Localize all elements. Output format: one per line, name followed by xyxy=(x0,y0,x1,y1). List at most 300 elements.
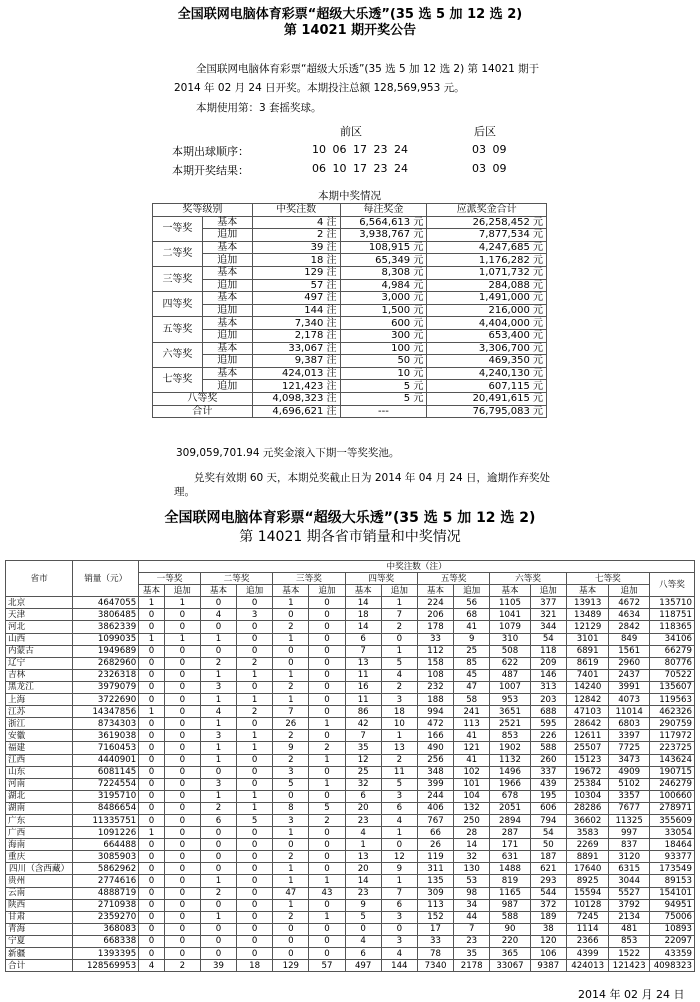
count-cell: 0 xyxy=(164,790,200,802)
count-cell: 1 xyxy=(200,694,236,706)
count-cell: 1902 xyxy=(490,742,530,754)
count-cell: 439 xyxy=(530,778,566,790)
prize-total: 4,247,685 元 xyxy=(427,241,547,254)
count-cell: 144 xyxy=(381,960,417,972)
count-cell: 152 xyxy=(417,911,453,923)
draw-order-back: 03 09 xyxy=(472,143,507,156)
count-cell: 1041 xyxy=(490,609,530,621)
prize-count: 129 注 xyxy=(252,266,340,279)
count-cell: 54 xyxy=(530,827,566,839)
count-cell: 1 xyxy=(164,633,200,645)
count-cell: 399 xyxy=(417,778,453,790)
count-cell: 2 xyxy=(309,742,345,754)
prize-count: 57 注 xyxy=(252,279,340,292)
count-cell: 209 xyxy=(530,657,566,669)
count-cell: 38 xyxy=(530,923,566,935)
count-cell: 118365 xyxy=(649,621,694,633)
count-cell: 113 xyxy=(454,718,490,730)
prize-row xyxy=(153,279,547,292)
prize-row xyxy=(153,254,547,267)
count-cell: 220 xyxy=(490,935,530,947)
prize-amount: 600 元 xyxy=(340,317,427,330)
count-cell: 28286 xyxy=(566,802,609,814)
prize-table xyxy=(152,203,547,418)
count-cell: 0 xyxy=(309,694,345,706)
count-cell: 6803 xyxy=(609,718,649,730)
count-cell: 78 xyxy=(417,948,453,960)
count-cell: 0 xyxy=(200,597,236,609)
count-cell: 1966 xyxy=(490,778,530,790)
count-cell: 0 xyxy=(309,899,345,911)
count-cell: 0 xyxy=(164,948,200,960)
count-cell: 7725 xyxy=(609,742,649,754)
count-cell: 0 xyxy=(139,694,165,706)
prize-row xyxy=(153,329,547,342)
count-cell: 113 xyxy=(417,899,453,911)
count-cell: 1 xyxy=(309,718,345,730)
count-cell: 3 xyxy=(200,681,236,693)
sales-cell: 3862339 xyxy=(73,621,139,633)
table-row xyxy=(6,923,695,935)
count-cell: 2521 xyxy=(490,718,530,730)
count-cell: 424013 xyxy=(566,960,609,972)
count-cell: 2 xyxy=(273,681,309,693)
count-cell: 1 xyxy=(139,827,165,839)
count-cell: 104 xyxy=(454,790,490,802)
prize-table-title: 本期中奖情况 xyxy=(318,190,381,202)
count-cell: 34106 xyxy=(649,633,694,645)
prize-total: 20,491,615 元 xyxy=(427,392,547,405)
count-cell: 190715 xyxy=(649,766,694,778)
count-cell: 9 xyxy=(345,899,381,911)
count-cell: 226 xyxy=(530,730,566,742)
prize-level: 六等奖 xyxy=(153,342,203,367)
province-cell: 天津 xyxy=(6,609,73,621)
count-cell: 32 xyxy=(454,851,490,863)
count-cell: 4 xyxy=(381,948,417,960)
province-cell: 安徽 xyxy=(6,730,73,742)
count-cell: 0 xyxy=(309,706,345,718)
prize-row xyxy=(153,317,547,330)
count-cell: 206 xyxy=(417,609,453,621)
count-cell: 1 xyxy=(345,839,381,851)
prize-amount: 5 元 xyxy=(340,380,427,393)
draw-front-header: 前区 xyxy=(340,125,362,138)
count-cell: 1 xyxy=(237,694,273,706)
count-cell: 23 xyxy=(345,887,381,899)
sales-cell: 8486654 xyxy=(73,802,139,814)
count-cell: 13489 xyxy=(566,609,609,621)
count-cell: 0 xyxy=(309,766,345,778)
count-cell: 3 xyxy=(273,766,309,778)
count-cell: 2960 xyxy=(609,657,649,669)
count-cell: 2 xyxy=(381,681,417,693)
count-cell: 45 xyxy=(454,669,490,681)
count-cell: 17640 xyxy=(566,863,609,875)
count-cell: 3991 xyxy=(609,681,649,693)
province-cell: 河北 xyxy=(6,621,73,633)
provincial-title: 全国联网电脑体育彩票“超级大乐透”(35 选 5 加 12 选 2) xyxy=(164,510,536,526)
count-cell: 1105 xyxy=(490,597,530,609)
sales-cell: 1393395 xyxy=(73,948,139,960)
count-cell: 508 xyxy=(490,645,530,657)
count-cell: 1 xyxy=(273,875,309,887)
count-cell: 0 xyxy=(237,923,273,935)
count-cell: 108 xyxy=(417,669,453,681)
prize-header-amount: 每注奖金 xyxy=(340,204,427,217)
count-cell: 19672 xyxy=(566,766,609,778)
count-cell: 33 xyxy=(417,633,453,645)
count-cell: 25 xyxy=(454,645,490,657)
count-cell: 119 xyxy=(417,851,453,863)
count-cell: 678 xyxy=(490,790,530,802)
count-cell: 8619 xyxy=(566,657,609,669)
count-cell: 7677 xyxy=(609,802,649,814)
count-cell: 4 xyxy=(345,935,381,947)
count-cell: 0 xyxy=(309,681,345,693)
count-cell: 2894 xyxy=(490,814,530,826)
province-cell: 海南 xyxy=(6,839,73,851)
count-cell: 189 xyxy=(530,911,566,923)
count-cell: 0 xyxy=(139,802,165,814)
count-cell: 0 xyxy=(273,839,309,851)
count-cell: 0 xyxy=(164,827,200,839)
count-cell: 1 xyxy=(273,827,309,839)
province-cell: 广东 xyxy=(6,814,73,826)
header-basic: 基本 xyxy=(566,585,609,597)
count-cell: 14240 xyxy=(566,681,609,693)
header-prize-level: 六等奖 xyxy=(490,573,567,585)
table-row xyxy=(6,681,695,693)
prize-type: 基本 xyxy=(202,216,252,229)
count-cell: 2 xyxy=(237,657,273,669)
count-cell: 4 xyxy=(345,827,381,839)
count-cell: 47 xyxy=(454,681,490,693)
count-cell: 12 xyxy=(345,754,381,766)
table-row xyxy=(6,802,695,814)
count-cell: 0 xyxy=(139,681,165,693)
count-cell: 819 xyxy=(490,875,530,887)
count-cell: 143624 xyxy=(649,754,694,766)
table-row xyxy=(6,948,695,960)
count-cell: 18464 xyxy=(649,839,694,851)
count-cell: 406 xyxy=(417,802,453,814)
count-cell: 3101 xyxy=(566,633,609,645)
header-extra: 追加 xyxy=(237,585,273,597)
count-cell: 3473 xyxy=(609,754,649,766)
count-cell: 0 xyxy=(139,766,165,778)
count-cell: 0 xyxy=(164,645,200,657)
prize-total: 284,088 元 xyxy=(427,279,547,292)
count-cell: 4634 xyxy=(609,609,649,621)
prize-count: 4 注 xyxy=(252,216,340,229)
count-cell: 0 xyxy=(237,839,273,851)
prize-amount: 4,984 元 xyxy=(340,279,427,292)
count-cell: 2437 xyxy=(609,669,649,681)
prize-total: 3,306,700 元 xyxy=(427,342,547,355)
prize-total: 469,350 元 xyxy=(427,355,547,368)
prize-type: 追加 xyxy=(202,229,252,242)
prize-type: 追加 xyxy=(202,329,252,342)
count-cell: 0 xyxy=(164,609,200,621)
count-cell: 953 xyxy=(490,694,530,706)
table-row xyxy=(6,730,695,742)
count-cell: 5527 xyxy=(609,887,649,899)
count-cell: 6 xyxy=(345,790,381,802)
count-cell: 9 xyxy=(273,742,309,754)
count-cell: 0 xyxy=(309,948,345,960)
count-cell: 43 xyxy=(309,887,345,899)
count-cell: 0 xyxy=(237,621,273,633)
count-cell: 6891 xyxy=(566,645,609,657)
count-cell: 311 xyxy=(417,863,453,875)
count-cell: 0 xyxy=(273,935,309,947)
table-row xyxy=(6,657,695,669)
count-cell: 0 xyxy=(139,851,165,863)
count-cell: 0 xyxy=(309,923,345,935)
count-cell: 13 xyxy=(345,851,381,863)
prize-row-eighth xyxy=(153,392,547,405)
count-cell: 41 xyxy=(454,754,490,766)
notice-paragraph-3: 本期使用第：3 套摇奖球。 xyxy=(196,102,322,114)
count-cell: 0 xyxy=(139,657,165,669)
count-cell: 256 xyxy=(417,754,453,766)
prize-level: 七等奖 xyxy=(153,367,203,392)
prize-amount: 100 元 xyxy=(340,342,427,355)
count-cell: 1 xyxy=(273,669,309,681)
count-cell: 631 xyxy=(490,851,530,863)
count-cell: 3651 xyxy=(490,706,530,718)
sales-cell: 3195710 xyxy=(73,790,139,802)
count-cell: 94951 xyxy=(649,899,694,911)
prize-type: 追加 xyxy=(202,279,252,292)
count-cell: 472 xyxy=(417,718,453,730)
count-cell: 0 xyxy=(164,814,200,826)
pool-rollover-text: 309,059,701.94 元奖金滚入下期一等奖奖池。 xyxy=(176,447,400,459)
count-cell: 0 xyxy=(309,851,345,863)
province-cell: 吉林 xyxy=(6,669,73,681)
header-extra: 追加 xyxy=(530,585,566,597)
table-row xyxy=(6,754,695,766)
count-cell: 6 xyxy=(381,899,417,911)
sales-cell: 5862962 xyxy=(73,863,139,875)
count-cell: 42 xyxy=(345,718,381,730)
count-cell: 1 xyxy=(164,597,200,609)
count-cell: 232 xyxy=(417,681,453,693)
count-cell: 1 xyxy=(139,633,165,645)
prize-total: 607,115 元 xyxy=(427,380,547,393)
prize-type: 基本 xyxy=(202,292,252,305)
count-cell: 98 xyxy=(454,887,490,899)
prize-count: 424,013 注 xyxy=(252,367,340,380)
count-cell: 246279 xyxy=(649,778,694,790)
province-cell: 贵州 xyxy=(6,875,73,887)
prize-count: 18 注 xyxy=(252,254,340,267)
prize-type: 基本 xyxy=(202,367,252,380)
prize-level: 三等奖 xyxy=(153,266,203,291)
count-cell: 0 xyxy=(273,609,309,621)
count-cell: 0 xyxy=(139,875,165,887)
table-row xyxy=(6,621,695,633)
count-cell: 86 xyxy=(345,706,381,718)
header-extra: 追加 xyxy=(381,585,417,597)
prize-type: 追加 xyxy=(202,355,252,368)
header-prize-level: 四等奖 xyxy=(345,573,417,585)
province-cell: 合计 xyxy=(6,960,73,972)
prize-count: 497 注 xyxy=(252,292,340,305)
count-cell: 0 xyxy=(309,839,345,851)
count-cell: 0 xyxy=(273,657,309,669)
count-cell: 25 xyxy=(345,766,381,778)
count-cell: 0 xyxy=(381,923,417,935)
count-cell: 12 xyxy=(381,851,417,863)
count-cell: 118 xyxy=(530,645,566,657)
count-cell: 3 xyxy=(381,911,417,923)
count-cell: 85 xyxy=(454,657,490,669)
count-cell: 4399 xyxy=(566,948,609,960)
count-cell: 35 xyxy=(454,948,490,960)
province-cell: 新疆 xyxy=(6,948,73,960)
header-prize-level: 三等奖 xyxy=(273,573,345,585)
provincial-subtitle: 第 14021 期各省市销量和中奖情况 xyxy=(239,529,461,545)
draw-result-back: 03 09 xyxy=(472,162,507,175)
count-cell: 66279 xyxy=(649,645,694,657)
header-sales: 销量（元） xyxy=(73,561,139,597)
count-cell: 2 xyxy=(381,754,417,766)
sales-cell: 2326318 xyxy=(73,669,139,681)
count-cell: 10 xyxy=(381,718,417,730)
count-cell: 0 xyxy=(139,887,165,899)
count-cell: 1 xyxy=(273,863,309,875)
count-cell: 0 xyxy=(164,754,200,766)
count-cell: 0 xyxy=(139,935,165,947)
count-cell: 1 xyxy=(237,669,273,681)
publish-date: 2014 年 02 月 24 日 xyxy=(578,988,685,1001)
count-cell: 3583 xyxy=(566,827,609,839)
count-cell: 0 xyxy=(200,899,236,911)
prize-row xyxy=(153,367,547,380)
count-cell: 0 xyxy=(237,851,273,863)
count-cell: 1165 xyxy=(490,887,530,899)
count-cell: 2 xyxy=(273,754,309,766)
count-cell: 1079 xyxy=(490,621,530,633)
count-cell: 13 xyxy=(381,742,417,754)
count-cell: 0 xyxy=(309,863,345,875)
count-cell: 1 xyxy=(273,597,309,609)
sales-cell: 664488 xyxy=(73,839,139,851)
count-cell: 6 xyxy=(345,948,381,960)
count-cell: 43359 xyxy=(649,948,694,960)
count-cell: 35 xyxy=(345,742,381,754)
count-cell: 377 xyxy=(530,597,566,609)
count-cell: 0 xyxy=(139,839,165,851)
prize-count: 144 注 xyxy=(252,304,340,317)
count-cell: 0 xyxy=(237,597,273,609)
count-cell: 146 xyxy=(530,669,566,681)
count-cell: 129 xyxy=(273,960,309,972)
count-cell: 6 xyxy=(381,802,417,814)
prize-amount: 8,308 元 xyxy=(340,266,427,279)
count-cell: 1 xyxy=(309,754,345,766)
count-cell: 224 xyxy=(417,597,453,609)
count-cell: 3792 xyxy=(609,899,649,911)
count-cell: 3357 xyxy=(609,790,649,802)
table-row xyxy=(6,863,695,875)
prize-amount: 108,915 元 xyxy=(340,241,427,254)
sales-cell: 14347856 xyxy=(73,706,139,718)
count-cell: 0 xyxy=(345,923,381,935)
count-cell: 0 xyxy=(139,742,165,754)
count-cell: 0 xyxy=(200,923,236,935)
count-cell: 0 xyxy=(139,790,165,802)
count-cell: 1 xyxy=(200,718,236,730)
count-cell: 70522 xyxy=(649,669,694,681)
count-cell: 2 xyxy=(237,706,273,718)
count-cell: 28 xyxy=(454,827,490,839)
province-cell: 云南 xyxy=(6,887,73,899)
count-cell: 0 xyxy=(200,766,236,778)
count-cell: 1488 xyxy=(490,863,530,875)
count-cell: 118751 xyxy=(649,609,694,621)
count-cell: 487 xyxy=(490,669,530,681)
prize-count: 2 注 xyxy=(252,229,340,242)
province-cell: 湖北 xyxy=(6,790,73,802)
count-cell: 7 xyxy=(454,923,490,935)
notice-title: 全国联网电脑体育彩票“超级大乐透”(35 选 5 加 12 选 2) xyxy=(177,7,523,22)
sales-cell: 2682960 xyxy=(73,657,139,669)
count-cell: 5 xyxy=(345,911,381,923)
count-cell: 18 xyxy=(381,706,417,718)
count-cell: 4 xyxy=(200,706,236,718)
count-cell: 0 xyxy=(139,899,165,911)
count-cell: 33067 xyxy=(490,960,530,972)
count-cell: 0 xyxy=(139,718,165,730)
count-cell: 621 xyxy=(530,863,566,875)
count-cell: 26 xyxy=(417,839,453,851)
count-cell: 1 xyxy=(237,742,273,754)
count-cell: 462326 xyxy=(649,706,694,718)
count-cell: 497 xyxy=(345,960,381,972)
count-cell: 0 xyxy=(164,706,200,718)
header-basic: 基本 xyxy=(345,585,381,597)
sales-cell: 1949689 xyxy=(73,645,139,657)
prize-total: 76,795,083 元 xyxy=(427,405,547,418)
count-cell: 6 xyxy=(200,814,236,826)
prize-type: 基本 xyxy=(202,241,252,254)
header-basic: 基本 xyxy=(200,585,236,597)
count-cell: 195 xyxy=(530,790,566,802)
count-cell: 102 xyxy=(454,766,490,778)
table-row xyxy=(6,706,695,718)
count-cell: 0 xyxy=(200,645,236,657)
count-cell: 0 xyxy=(139,645,165,657)
count-cell: 994 xyxy=(417,706,453,718)
count-cell: 0 xyxy=(164,621,200,633)
count-cell: 3 xyxy=(381,790,417,802)
prize-total: 4,240,130 元 xyxy=(427,367,547,380)
provincial-header-row-1 xyxy=(6,561,695,573)
count-cell: 57 xyxy=(309,960,345,972)
count-cell: 16 xyxy=(345,681,381,693)
count-cell: 313 xyxy=(530,681,566,693)
count-cell: 41 xyxy=(454,730,490,742)
count-cell: 849 xyxy=(609,633,649,645)
count-cell: 1 xyxy=(273,633,309,645)
count-cell: 241 xyxy=(454,706,490,718)
count-cell: 17 xyxy=(417,923,453,935)
table-row xyxy=(6,766,695,778)
sales-cell: 3806485 xyxy=(73,609,139,621)
